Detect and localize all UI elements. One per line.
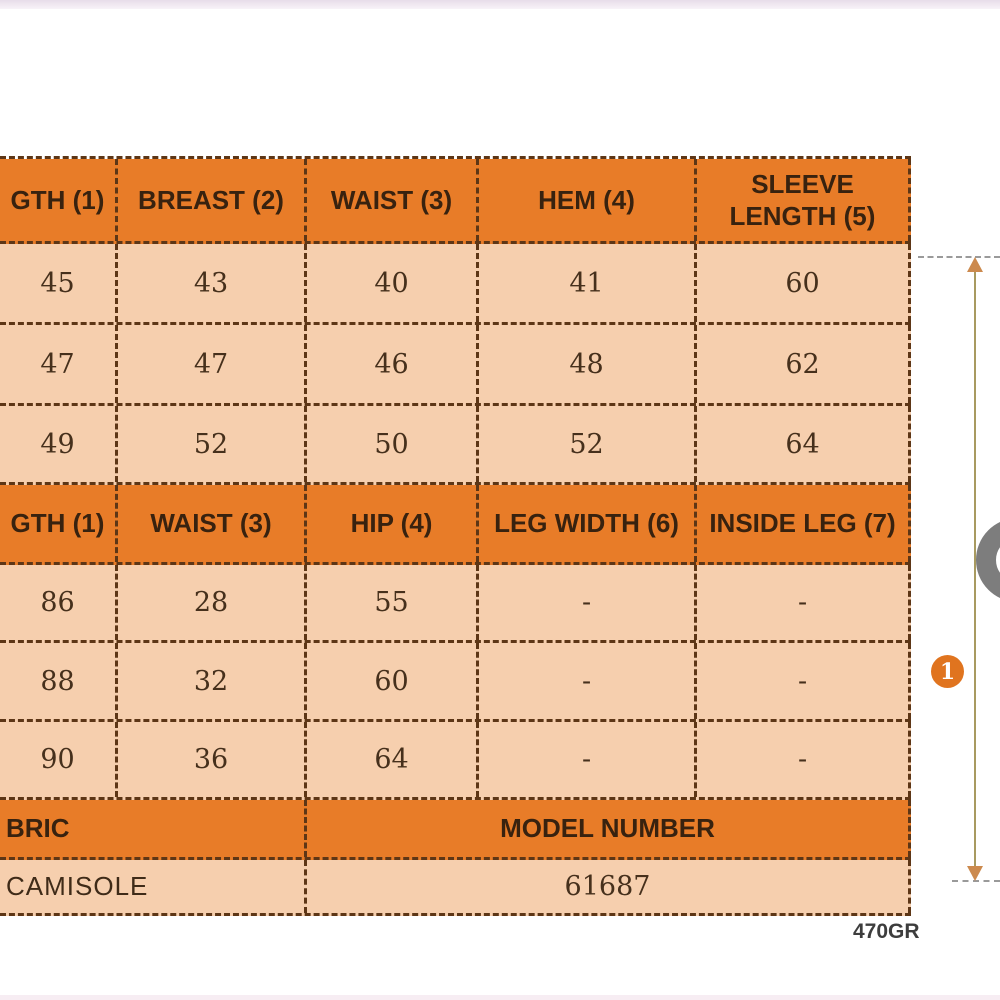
column-header-inside-leg: INSIDE LEG (7): [697, 485, 911, 562]
size-value: 60: [697, 244, 911, 322]
tops-size-row-1: [0, 244, 911, 325]
size-value: 62: [697, 325, 911, 403]
size-value: 43: [118, 244, 307, 322]
size-value: 36: [118, 722, 307, 797]
fabric-value: CAMISOLE: [0, 860, 307, 913]
size-value: 90: [0, 722, 118, 797]
column-header-hip: HIP (4): [307, 485, 479, 562]
size-value: -: [697, 643, 911, 719]
size-value: 52: [479, 406, 697, 482]
column-header-length: GTH (1): [0, 159, 118, 241]
size-value: -: [479, 565, 697, 640]
garment-diagram-fragment: [960, 500, 1000, 615]
model-number-header: MODEL NUMBER: [307, 800, 911, 857]
bottoms-header-row: [0, 485, 911, 565]
size-value: 48: [479, 325, 697, 403]
fabric-header: BRIC: [0, 800, 307, 857]
size-value: -: [697, 722, 911, 797]
bottoms-size-row-1: [0, 565, 911, 643]
info-header-row: [0, 800, 911, 860]
size-value: 47: [118, 325, 307, 403]
bottoms-size-row-3: [0, 722, 911, 800]
page-top-strip: [0, 0, 1000, 9]
page-bottom-strip: [0, 995, 1000, 1000]
size-value: 86: [0, 565, 118, 640]
tops-size-row-3: [0, 406, 911, 485]
arrow-up-icon: [967, 257, 983, 272]
size-value: 28: [118, 565, 307, 640]
model-number-value: 61687: [307, 860, 911, 913]
measure-marker-badge: 1: [931, 655, 964, 688]
size-value: 47: [0, 325, 118, 403]
size-value: 45: [0, 244, 118, 322]
column-header-waist: WAIST (3): [307, 159, 479, 241]
size-value: 52: [118, 406, 307, 482]
tops-size-row-2: [0, 325, 911, 406]
column-header-length: GTH (1): [0, 485, 118, 562]
size-value: 64: [697, 406, 911, 482]
size-value: 32: [118, 643, 307, 719]
size-value: 41: [479, 244, 697, 322]
size-value: -: [479, 643, 697, 719]
tops-header-row: [0, 159, 911, 244]
info-value-row: [0, 860, 911, 916]
size-value: 55: [307, 565, 479, 640]
column-header-leg-width: LEG WIDTH (6): [479, 485, 697, 562]
size-value: 88: [0, 643, 118, 719]
column-header-breast: BREAST (2): [118, 159, 307, 241]
arrow-down-icon: [967, 866, 983, 881]
size-value: -: [479, 722, 697, 797]
size-value: 49: [0, 406, 118, 482]
column-header-waist: WAIST (3): [118, 485, 307, 562]
size-chart-table: [0, 156, 911, 916]
column-header-sleeve-length: SLEEVE LENGTH (5): [697, 159, 911, 241]
size-value: 40: [307, 244, 479, 322]
column-header-hem: HEM (4): [479, 159, 697, 241]
size-value: 50: [307, 406, 479, 482]
size-value: -: [697, 565, 911, 640]
weight-footnote: 470GR: [853, 920, 920, 943]
size-value: 46: [307, 325, 479, 403]
bottoms-size-row-2: [0, 643, 911, 722]
size-value: 64: [307, 722, 479, 797]
measure-guide-top-line: [918, 256, 1000, 258]
size-value: 60: [307, 643, 479, 719]
